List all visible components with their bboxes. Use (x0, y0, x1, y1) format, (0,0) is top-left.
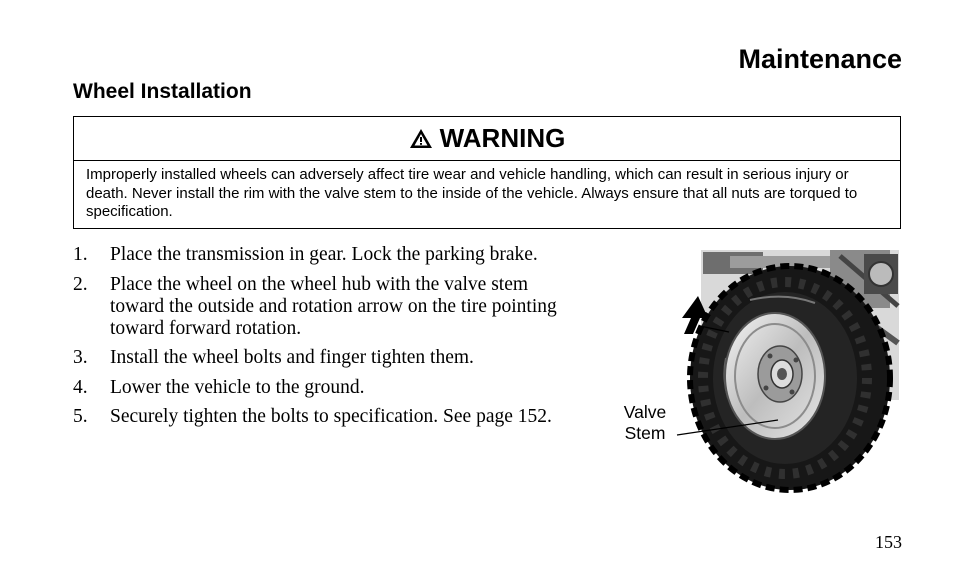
step-text: Place the transmission in gear. Lock the parking brake. (110, 244, 538, 265)
installation-steps (73, 244, 563, 436)
warning-text: Improperly installed wheels can adversely affect tire wear and vehicle handling, which can result in serious injury or death. Never install the rim with the valve stem to the inside of the vehicle. Always ensure that all nuts are torqued to specification. (86, 166, 858, 220)
step-text: Lower the vehicle to the ground. (110, 376, 365, 398)
step-number: 4. (73, 376, 88, 398)
warning-header (74, 117, 900, 161)
step-number: 2. (73, 273, 88, 295)
step-text: Securely tighten the bolts to specification. See page 152. (110, 406, 552, 427)
step-number: 1. (73, 244, 88, 265)
step-item (73, 406, 563, 428)
wheel-illustration (600, 248, 910, 498)
step-item (73, 274, 563, 340)
warning-triangle-icon (409, 128, 433, 149)
callout-line: Stem (624, 423, 666, 443)
subsection-title: Wheel Installation (73, 80, 252, 103)
warning-title: WARNING (439, 123, 566, 153)
warning-box (73, 116, 901, 229)
step-number: 5. (73, 406, 88, 427)
valve-stem-callout (605, 402, 685, 444)
step-text: Place the wheel on the wheel hub with the valve stem toward the outside and rotation arrow on the tire pointing toward forward rotation. (110, 273, 557, 339)
page-number: 153 (875, 532, 902, 552)
step-item (73, 244, 563, 266)
step-item (73, 377, 563, 399)
step-item (73, 347, 563, 369)
step-number: 3. (73, 347, 88, 368)
section-title: Maintenance (738, 44, 902, 74)
step-text: Install the wheel bolts and finger tighten them. (110, 347, 474, 368)
callout-line: Valve (623, 402, 667, 422)
